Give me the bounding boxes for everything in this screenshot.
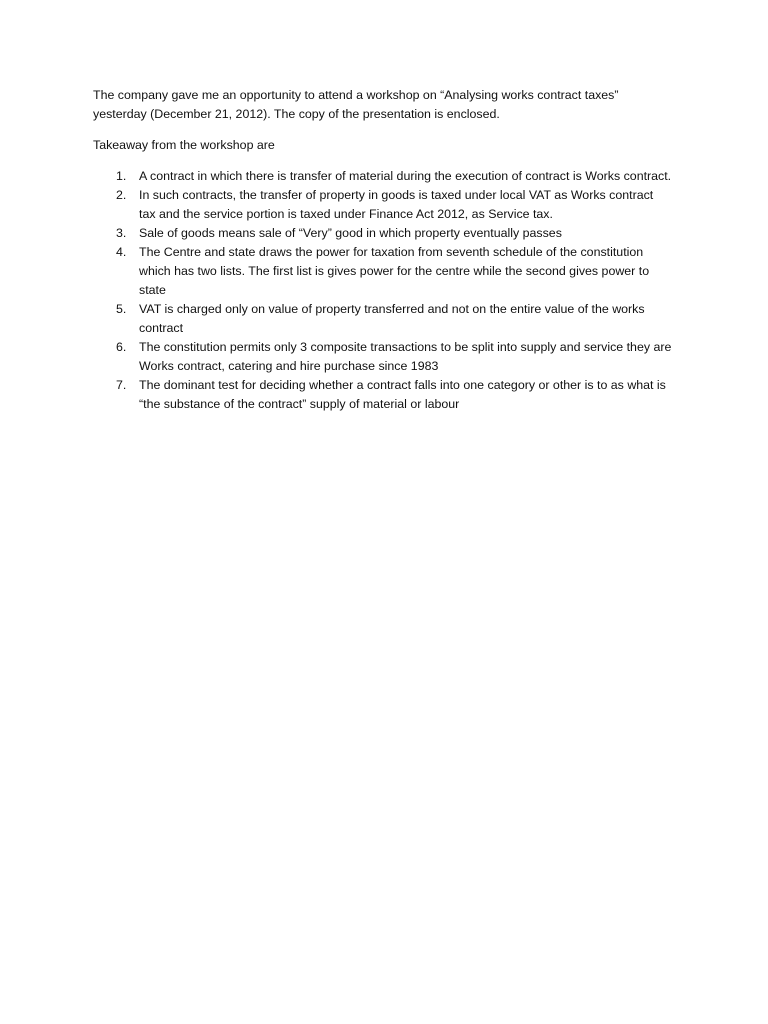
list-item <box>93 300 673 338</box>
list-item-text: The Centre and state draws the power for taxation from seventh schedule of the constitution which has two lists. The first list is gives power for the centre while the second gives power to state <box>139 245 650 297</box>
list-item-number: 5. <box>116 302 127 316</box>
list-item <box>93 376 673 414</box>
list-item <box>93 186 673 224</box>
list-item-number: 4. <box>116 245 127 259</box>
list-item <box>93 243 673 300</box>
list-item-text: A contract in which there is transfer of material during the execution of contract is Works contract. <box>139 169 672 183</box>
list-item-text: Sale of goods means sale of “Very” good in which property eventually passes <box>139 226 562 240</box>
list-item <box>93 338 673 376</box>
intro-paragraph: The company gave me an opportunity to attend a workshop on “Analysing works contract taxes” yesterday (December 21, 2012). The copy of the presentation is enclosed. <box>93 88 619 121</box>
takeaway-list <box>93 167 673 414</box>
list-item-text: The constitution permits only 3 composite transactions to be split into supply and service they are Works contract, catering and hire purchase since 1983 <box>139 340 672 373</box>
list-item-number: 1. <box>116 169 127 183</box>
takeaway-heading: Takeaway from the workshop are <box>93 138 275 152</box>
list-item-number: 3. <box>116 226 127 240</box>
list-item-number: 7. <box>116 378 127 392</box>
list-item-text: The dominant test for deciding whether a contract falls into one category or other is to as what is “the substance of the contract” supply of material or labour <box>139 378 666 411</box>
list-item-text: VAT is charged only on value of property transferred and not on the entire value of the works contract <box>139 302 645 335</box>
list-item <box>93 224 673 243</box>
list-item-number: 6. <box>116 340 127 354</box>
list-item <box>93 167 673 186</box>
document-body <box>93 86 673 414</box>
list-item-number: 2. <box>116 188 127 202</box>
list-item-text: In such contracts, the transfer of property in goods is taxed under local VAT as Works contract tax and the service portion is taxed under Finance Act 2012, as Service tax. <box>139 188 654 221</box>
